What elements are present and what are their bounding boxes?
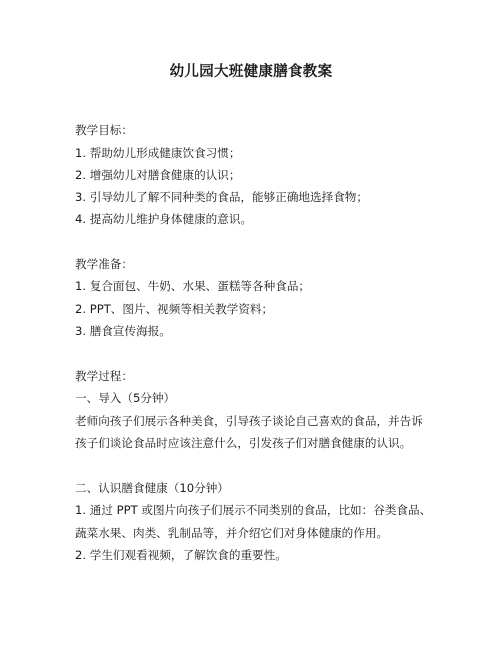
objective-item: 3. 引导幼儿了解不同种类的食品，能够正确地选择食物； (75, 190, 368, 204)
process-part1-heading: 一、导入（5分钟） (75, 391, 176, 405)
process-part2-heading: 二、认识膳食健康（10分钟） (75, 481, 229, 495)
process-part1-line: 老师向孩子们展示各种美食，引导孩子谈论自己喜欢的食品，并告诉 (75, 414, 423, 428)
objective-item: 2. 增强幼儿对膳食健康的认识； (75, 168, 241, 182)
objective-item: 1. 帮助幼儿形成健康饮食习惯； (75, 146, 241, 160)
document-title: 幼儿园大班健康膳食教案 (169, 64, 333, 80)
process-part2-line: 2. 学生们观看视频，了解饮食的重要性。 (75, 548, 287, 562)
process-heading: 教学过程： (75, 369, 133, 383)
preparation-item: 1. 复合面包、牛奶、水果、蛋糕等各种食品； (75, 279, 311, 293)
preparation-heading: 教学准备： (75, 257, 133, 271)
process-part2-line: 1. 通过 PPT 或图片向孩子们展示不同类别的食品，比如：谷类食品、 (75, 503, 432, 517)
preparation-item: 2. PPT、图片、视频等相关教学资料； (75, 302, 274, 316)
objective-item: 4. 提高幼儿维护身体健康的意识。 (75, 212, 253, 226)
process-part2-line: 蔬菜水果、肉类、乳制品等，并介绍它们对身体健康的作用。 (75, 526, 389, 540)
objectives-heading: 教学目标： (75, 123, 133, 137)
preparation-item: 3. 膳食宣传海报。 (75, 324, 171, 338)
process-part1-line: 孩子们谈论食品时应该注意什么，引发孩子们对膳食健康的认识。 (75, 436, 412, 450)
